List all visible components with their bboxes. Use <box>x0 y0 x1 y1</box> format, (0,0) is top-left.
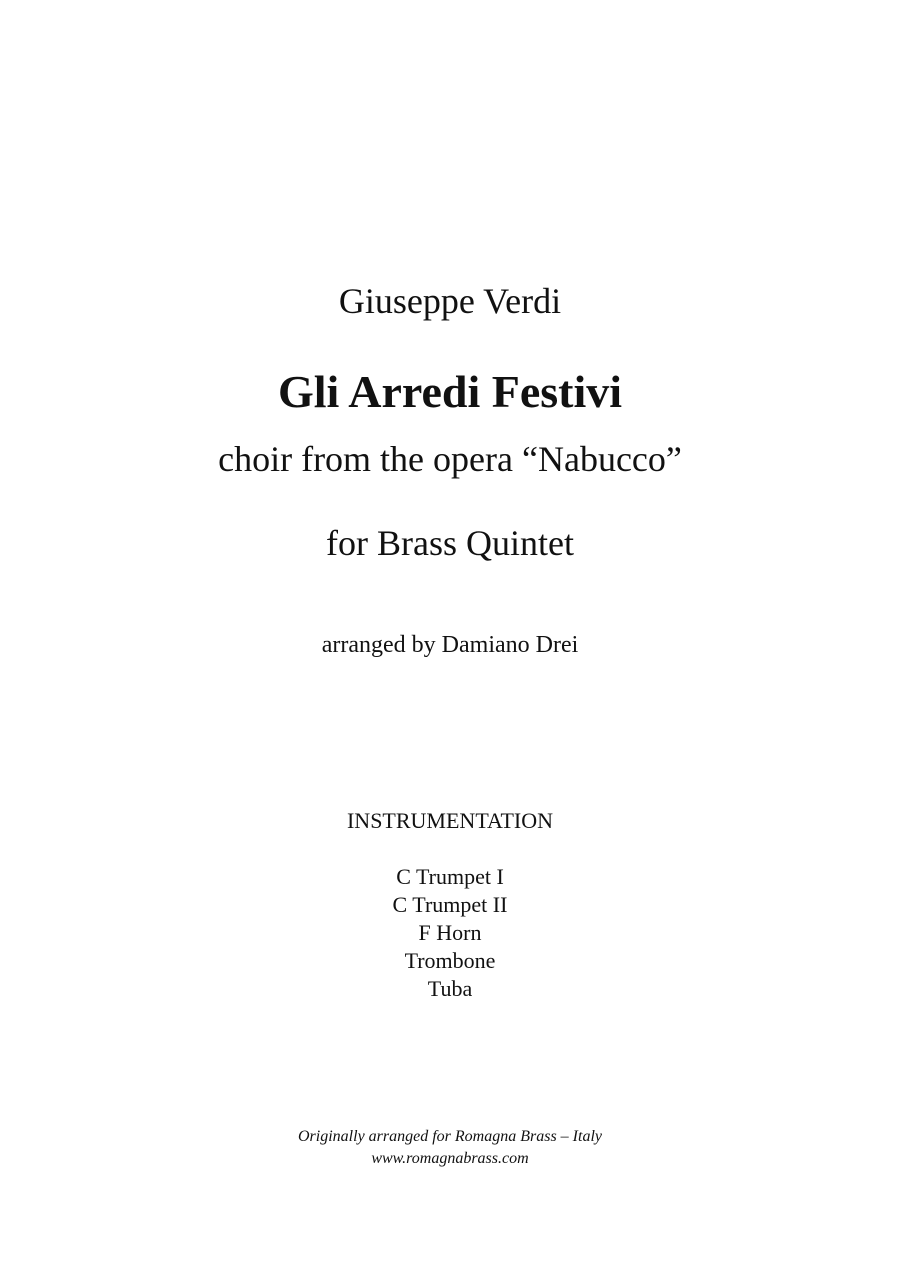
arranger-credit: arranged by Damiano Drei <box>321 632 579 658</box>
instrumentation-heading: INSTRUMENTATION <box>346 808 553 833</box>
footer-credit: Originally arranged for Romagna Brass – Italy <box>298 1128 602 1145</box>
instrumentation-list <box>0 863 900 1003</box>
footer-url: www.romagnabrass.com <box>371 1150 529 1167</box>
instrument-item: F Horn <box>418 920 482 945</box>
instrument-item: C Trumpet II <box>392 892 508 917</box>
piece-subtitle: choir from the opera “Nabucco” <box>218 439 682 479</box>
composer-name: Giuseppe Verdi <box>338 281 562 321</box>
ensemble-label: for Brass Quintet <box>326 523 574 563</box>
piece-title: Gli Arredi Festivi <box>277 366 623 417</box>
instrument-item: Tuba <box>427 976 473 1001</box>
instrument-item: C Trumpet I <box>396 864 504 889</box>
instrument-item: Trombone <box>404 948 496 973</box>
